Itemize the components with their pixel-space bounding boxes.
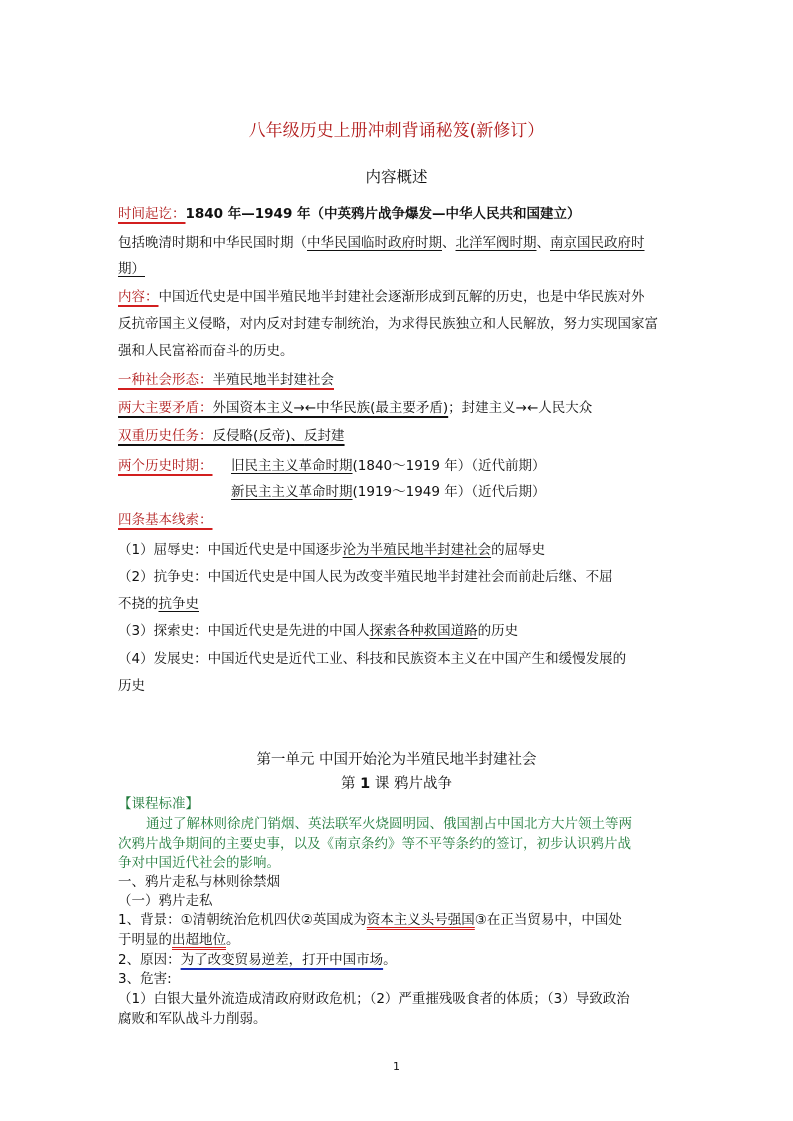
background-text-2: 于明显的 [118, 932, 172, 948]
clue-1 [118, 540, 545, 560]
social-form-label: 一种社会形态： [118, 372, 213, 388]
period-sep: 、 [536, 235, 550, 251]
old-period-range: (1840～1919 年）（近代前期） [352, 458, 546, 474]
curriculum-standard-1: 通过了解林则徐虎门销烟、英法联军火烧圆明园、俄国割占中国北方大片领土等两 [146, 816, 632, 832]
period-c: 南京国民政府时 [550, 235, 645, 251]
curriculum-standard-3: 争对中国近代社会的影响。 [118, 855, 280, 871]
unit-title: 第一单元 中国开始沦为半殖民地半封建社会 [256, 752, 537, 768]
clue-2-text: 不挠的 [118, 596, 159, 612]
section-subtitle: 内容概述 [365, 168, 428, 186]
curriculum-standard-label: 【课程标准】 [118, 796, 199, 812]
clue-4-cont: 历史 [118, 678, 145, 694]
subsection-heading: （一）鸦片走私 [118, 893, 213, 909]
reason-key: 为了改变贸易逆差，打开中国市场 [180, 952, 384, 968]
period-sep: 、 [442, 235, 456, 251]
lesson-title [0, 772, 793, 793]
period-prefix: 包括晚清时期和中华民国时期（ [118, 235, 307, 251]
period-line-cont [118, 259, 145, 279]
background-end: ③在正当贸易中，中国处 [474, 912, 622, 928]
time-text: 1840 年—1949 年（中英鸦片战争爆发—中华人民共和国建立） [185, 206, 581, 222]
new-period [231, 482, 546, 502]
harm-heading: 3、危害: [118, 971, 172, 987]
history-periods-label: 两个历史时期： [118, 458, 213, 474]
contradiction-label: 两大主要矛盾： [118, 400, 213, 416]
curriculum-standard-2: 次鸦片战争期间的主要史事，以及《南京条约》等不平等条约的签订，初步认识鸦片战 [118, 836, 631, 852]
content-label: 内容： [118, 289, 159, 305]
page-number: 1 [393, 1060, 400, 1073]
clue-2-cont [118, 594, 199, 614]
contradiction-second: ；封建主义→←人民大众 [448, 400, 593, 416]
period-b: 北洋军阀时期 [455, 235, 537, 251]
harm-line-2: 腐败和军队战斗力削弱。 [118, 1011, 267, 1027]
social-form-text: 半殖民地半封建社会 [212, 372, 334, 388]
clues-label: 四条基本线索： [118, 512, 213, 528]
old-period-name: 旧民主主义革命时期 [231, 458, 353, 474]
time-range-line [118, 204, 581, 224]
clue-3 [118, 621, 518, 641]
task-b: 反封建 [304, 428, 345, 444]
period-c-end: 期） [118, 261, 145, 277]
clue-3-text: （3）探索史：中国近代史是先进的中国人 [118, 623, 370, 639]
lesson-name: 课 鸦片战争 [370, 776, 452, 792]
clue-2: （2）抗争史：中国近代史是中国人民为改变半殖民地半封建社会而前赴后继、不屈 [118, 569, 613, 585]
background-key: 资本主义头号强国 [366, 912, 475, 928]
clue-3-end: 的历史 [477, 623, 519, 639]
background-key-2: 出超地位 [172, 932, 226, 948]
task-a: 反侵略(反帝) [212, 428, 291, 444]
lesson-prefix: 第 [341, 776, 361, 792]
clues-line [118, 510, 213, 530]
contradiction-main: 外国资本主义→←中华民族(最主要矛盾) [212, 400, 449, 416]
new-period-name: 新民主主义革命时期 [231, 484, 353, 500]
reason-label: 2、原因： [118, 952, 181, 968]
old-period [231, 456, 546, 476]
social-form-line [118, 370, 334, 390]
content-line-2: 反抗帝国主义侵略，对内反对封建专制统治，为求得民族独立和人民解放，努力实现国家富 [118, 316, 658, 332]
clue-4: （4）发展史：中国近代史是近代工业、科技和民族资本主义在中国产生和缓慢发展的 [118, 651, 627, 667]
history-periods-line [118, 456, 213, 476]
new-period-range: (1919～1949 年）（近代后期） [352, 484, 546, 500]
clue-2-key: 抗争史 [158, 596, 199, 612]
task-line [118, 426, 345, 446]
content-text-1: 中国近代史是中国半殖民地半封建社会逐渐形成到瓦解的历史，也是中华民族对外 [158, 289, 645, 305]
content-line-1 [118, 287, 645, 307]
time-label: 时间起讫： [118, 206, 186, 222]
harm-line-1: （1）白银大量外流造成清政府财政危机；（2）严重摧残吸食者的体质；（3）导致政治 [118, 991, 630, 1007]
section-heading-1: 一、鸦片走私与林则徐禁烟 [118, 874, 280, 890]
clue-1-end: 的屈辱史 [491, 542, 546, 558]
clue-1-text: （1）屈辱史：中国近代史是中国逐步 [118, 542, 343, 558]
reason-end: 。 [383, 952, 397, 968]
background-end-2: 。 [226, 932, 240, 948]
document-title: 八年级历史上册冲刺背诵秘笈(新修订） [248, 121, 545, 141]
background-line [118, 910, 622, 930]
period-line [118, 233, 645, 253]
clue-1-key: 沦为半殖民地半封建社会 [342, 542, 492, 558]
background-text: 1、背景：①清朝统治危机四伏②英国成为 [118, 912, 367, 928]
content-line-3: 强和人民富裕而奋斗的历史。 [118, 343, 294, 359]
clue-3-key: 探索各种救国道路 [369, 623, 478, 639]
background-line-2 [118, 930, 240, 950]
reason-line [118, 950, 397, 970]
task-label: 双重历史任务： [118, 428, 213, 444]
contradiction-line [118, 398, 592, 418]
task-sep: 、 [290, 428, 305, 444]
lesson-number: 1 [360, 776, 371, 792]
period-a: 中华民国临时政府时期 [307, 235, 442, 251]
